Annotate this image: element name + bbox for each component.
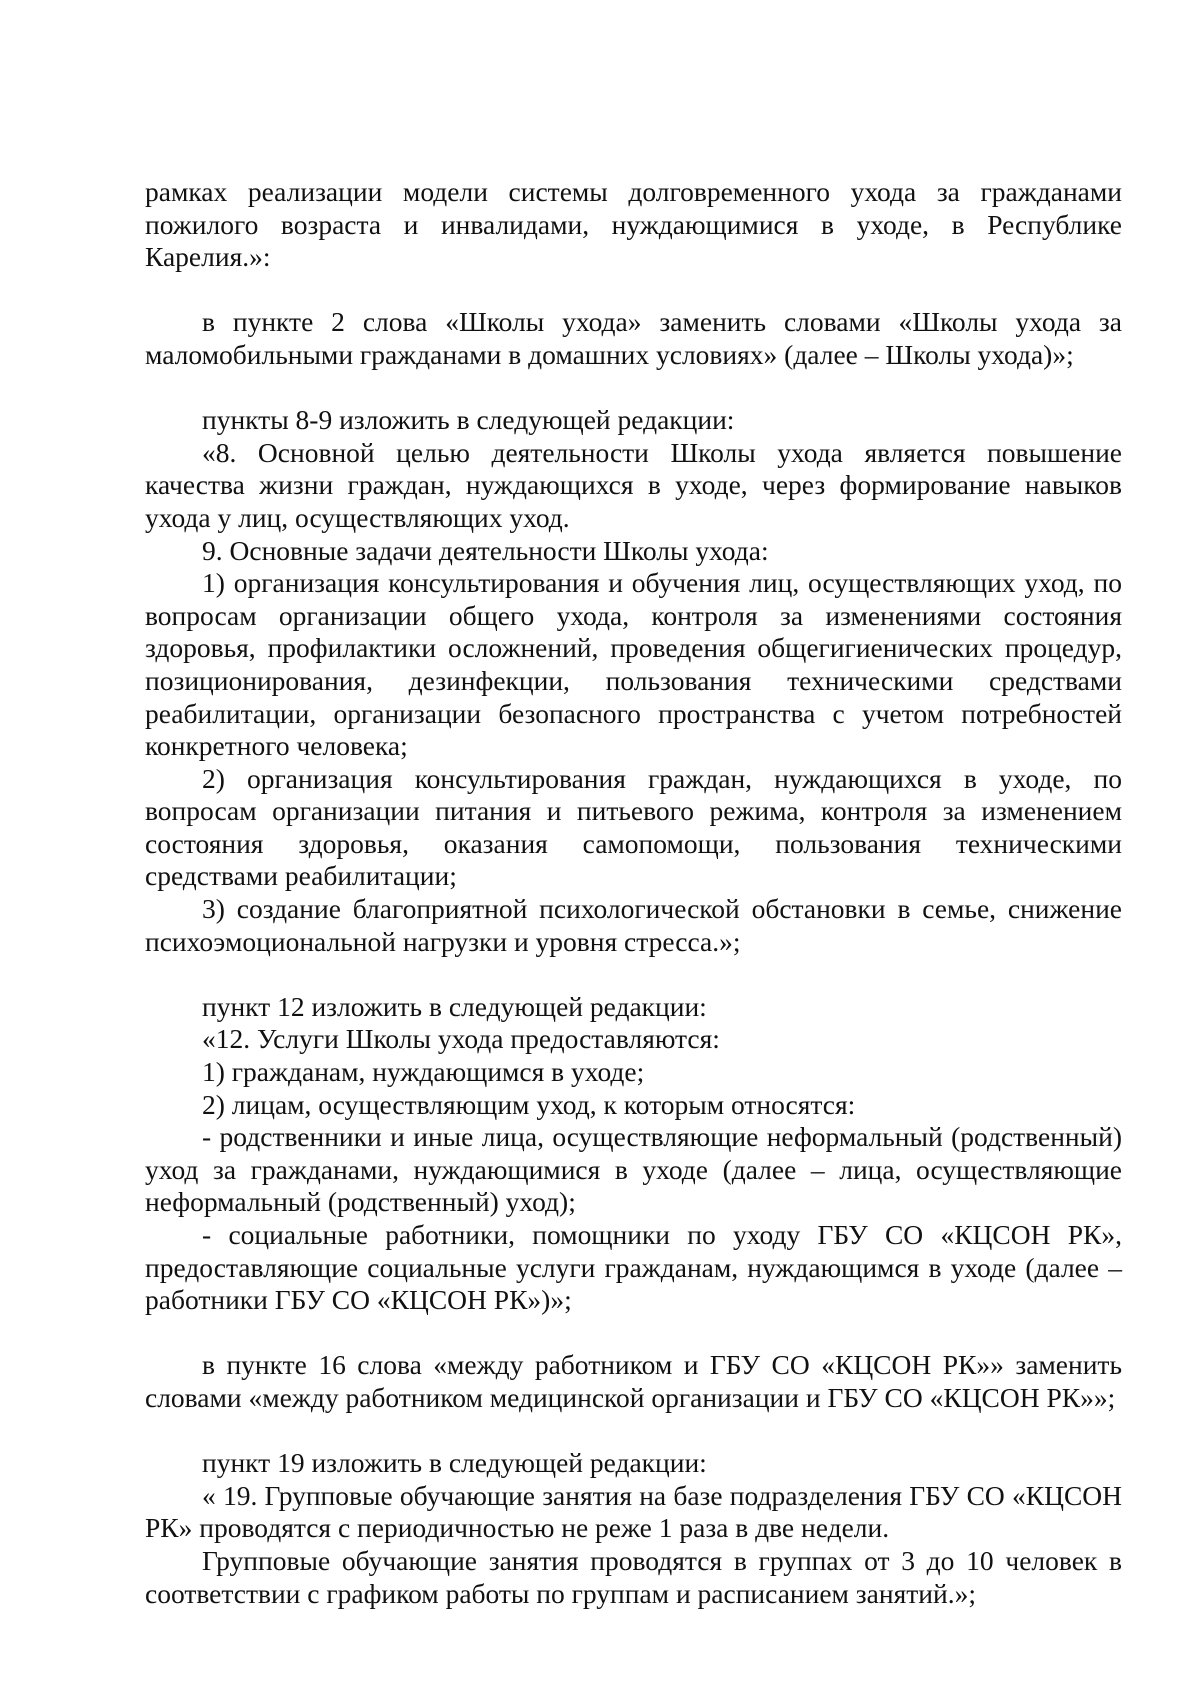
paragraph-point-12: «12. Услуги Школы ухода предоставляются: — [202, 1023, 720, 1055]
paragraph-task-2: 2) организация консультирования граждан, нуждающихся в уходе, по вопросам организации питания и питьевого режима, контроля за изменением состояния здоровья, оказания самопомощи, пользования техническими средствами реабилитации; — [145, 762, 1122, 892]
paragraph-recipients-2: 2) лицам, осуществляющим уход, к которым относятся: — [202, 1088, 856, 1120]
paragraph-point-19: « 19. Групповые обучающие занятия на базе подразделения ГБУ СО «КЦСОН РК» проводятся с периодичностью не реже 1 раза в две недели. — [145, 1479, 1122, 1544]
paragraph-karelia-model: рамках реализации модели системы долговременного ухода за гражданами пожилого возраста и инвалидами, нуждающимися в уходе, в Республике Карелия.»: — [145, 176, 1122, 273]
paragraph-recipients-1: 1) гражданам, нуждающимся в уходе; — [202, 1056, 645, 1088]
paragraph-task-1: 1) организация консультирования и обучения лиц, осуществляющих уход, по вопросам организации общего ухода, контроля за изменениями состояния здоровья, профилактики осложнений, проведения общегигиенических процедур, позиционирования, дезинфекции, пользования техническими средствами реабилитации, организации безопасного пространства с учетом потребностей конкретного человека; — [145, 567, 1122, 762]
paragraph-point-9: 9. Основные задачи деятельности Школы ухода: — [202, 534, 769, 566]
document-body — [145, 176, 1122, 1610]
paragraph-point-19-intro: пункт 19 изложить в следующей редакции: — [202, 1447, 707, 1479]
paragraph-relatives: - родственники и иные лица, осуществляющие неформальный (родственный) уход за гражданами, нуждающимися в уходе (далее – лица, осуществляющие неформальный (родственный) уход); — [145, 1121, 1122, 1218]
paragraph-point-12-intro: пункт 12 изложить в следующей редакции: — [202, 990, 707, 1022]
paragraph-group-size: Групповые обучающие занятия проводятся в группах от 3 до 10 человек в соответствии с графиком работы по группам и расписанием занятий.»; — [145, 1544, 1122, 1609]
paragraph-point-8: «8. Основной целью деятельности Школы ухода является повышение качества жизни граждан, нуждающихся в уходе, через формирование навыков ухода у лиц, осуществляющих уход. — [145, 436, 1122, 533]
paragraph-task-3: 3) создание благоприятной психологической обстановки в семье, снижение психоэмоциональной нагрузки и уровня стресса.»; — [145, 893, 1122, 957]
paragraph-point-16-amendment: в пункте 16 слова «между работником и ГБУ СО «КЦСОН РК»» заменить словами «между работником медицинской организации и ГБУ СО «КЦСОН РК»»; — [145, 1349, 1122, 1413]
paragraph-point-2-amendment: в пункте 2 слова «Школы ухода» заменить словами «Школы ухода за маломобильными гражданами в домашних условиях» (далее – Школы ухода)»; — [145, 306, 1122, 370]
paragraph-social-workers: - социальные работники, помощники по уходу ГБУ СО «КЦСОН РК», предоставляющие социальные услуги гражданам, нуждающимся в уходе (далее – работники ГБУ СО «КЦСОН РК»)»; — [145, 1219, 1122, 1316]
paragraph-points-8-9-intro: пункты 8-9 изложить в следующей редакции: — [202, 404, 735, 436]
